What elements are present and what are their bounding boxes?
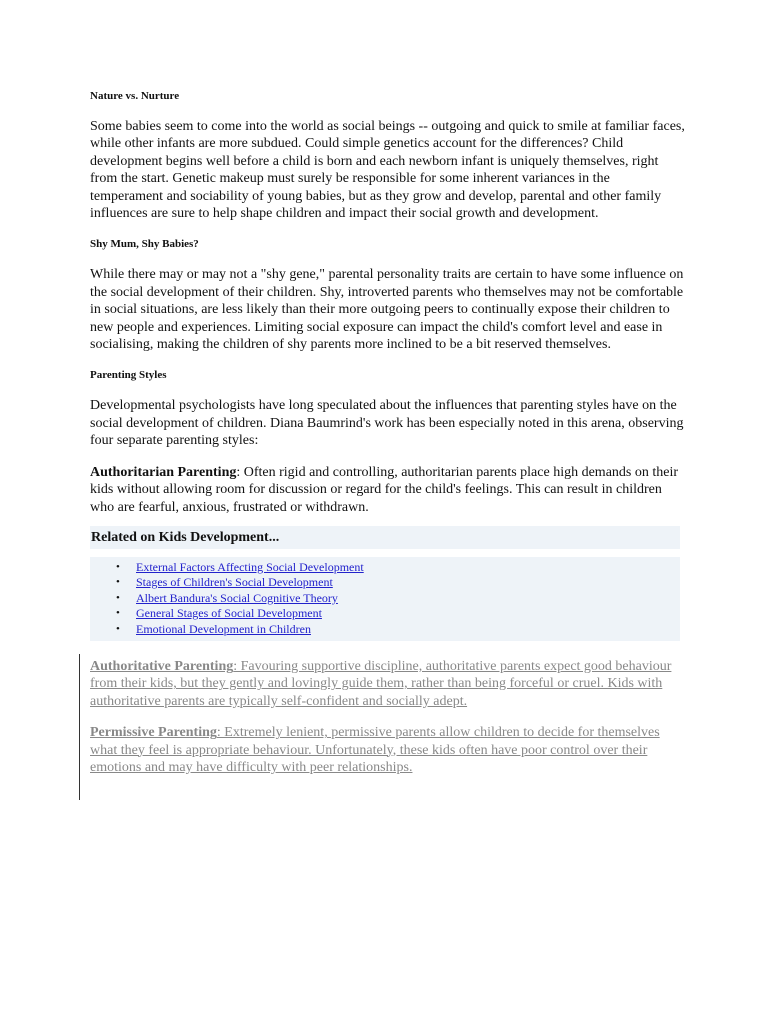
change-bar [79, 654, 80, 800]
related-title: Related on Kids Development... [90, 526, 680, 549]
paragraph-shy-mum: While there may or may not a "shy gene," parental personality traits are certain to have some influence on the social development of their children. Shy, introverted parents who themselves may not be comfortable in social situations, are less likely than their more outgoing peers to continually expose their children to new people and experiences. Limiting social exposure can impact the child's comfort level and ease in socialising, making the children of shy parents more inclined to be a bit reserved themselves. [90, 267, 684, 353]
related-link-emotional[interactable]: Emotional Development in Children [136, 621, 311, 636]
related-link-bandura[interactable]: Albert Bandura's Social Cognitive Theory [136, 590, 338, 605]
list-item [136, 575, 680, 590]
heading-nature-vs-nurture: Nature vs. Nurture [90, 90, 180, 102]
text-authoritative: : Favouring supportive discipline, authoritative parents expect good behaviour from their kids, but they gently and lovingly guide them, rather than being forceful or cruel. Kids with authoritative parents are typically self-confident and socially adept. [90, 658, 672, 709]
text-permissive: : Extremely lenient, permissive parents allow children to decide for themselves what they feel is appropriate behaviour. Unfortunately, these kids often have poor control over their emotions and may have difficulty with peer relationships. [90, 725, 660, 775]
related-link-general-stages[interactable]: General Stages of Social Development [136, 606, 322, 621]
revised-section [90, 658, 685, 776]
list-item [136, 606, 680, 621]
related-box [90, 526, 680, 641]
paragraph-permissive [90, 724, 685, 776]
related-gap [90, 549, 680, 557]
paragraph-nature-vs-nurture: Some babies seem to come into the world as social beings -- outgoing and quick to smile at familiar faces, while other infants are more subdued. Could simple genetics account for the differences? Child development begins well before a child is born and each newborn infant is uniquely themselves, right from the start. Genetic makeup must surely be responsible for some inherent variances in the temperament and sociability of young babies, but as they grow and develop, parental and other family influences are sure to help shape children and impact their social growth and development. [90, 119, 685, 222]
paragraph-authoritative [90, 658, 685, 710]
list-item [136, 560, 680, 575]
term-authoritative: Authoritative Parenting [90, 658, 234, 674]
heading-shy-mum: Shy Mum, Shy Babies? [90, 238, 199, 251]
heading-parenting-styles: Parenting Styles [90, 369, 167, 382]
term-authoritarian: Authoritarian Parenting [90, 464, 237, 480]
related-link-stages[interactable]: Stages of Children's Social Development [136, 575, 333, 590]
related-links-list [90, 557, 680, 641]
term-permissive: Permissive Parenting [90, 725, 217, 741]
list-item [136, 591, 680, 606]
paragraph-parenting-styles-intro: Developmental psychologists have long speculated about the influences that parenting styles have on the social development of children. Diana Baumrind's work has been especially noted in this arena, observing four separate parenting styles: [90, 398, 684, 449]
document-page [90, 88, 685, 776]
related-link-external-factors[interactable]: External Factors Affecting Social Development [136, 559, 364, 574]
paragraph-authoritarian [90, 464, 685, 516]
text-authoritarian: : Often rigid and controlling, authoritarian parents place high demands on their kids without allowing room for discussion or regard for the child's feelings. This can result in children who are fearful, anxious, frustrated or withdrawn. [90, 464, 679, 515]
list-item [136, 622, 680, 637]
